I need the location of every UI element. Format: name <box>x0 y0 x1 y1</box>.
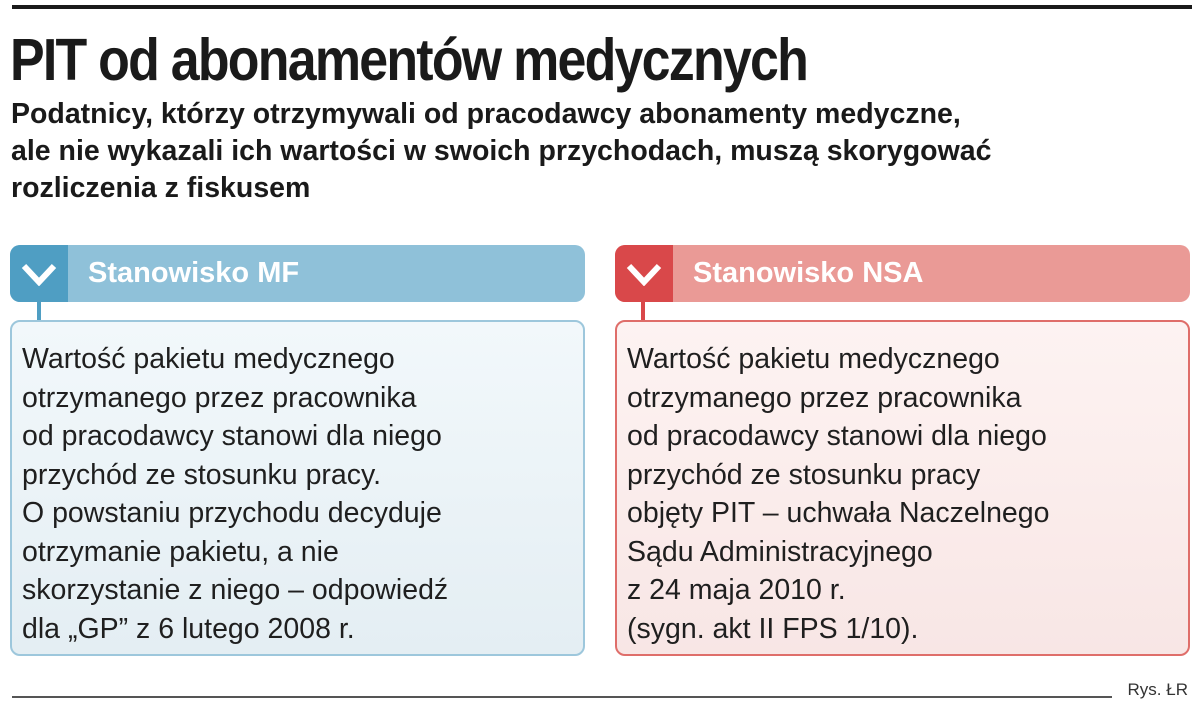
nsa-connector <box>641 302 645 322</box>
nsa-text-line: z 24 maja 2010 r. <box>627 574 846 606</box>
bottom-rule <box>12 696 1112 698</box>
mf-text-line: dla „GP” z 6 lutego 2008 r. <box>22 612 355 645</box>
nsa-text-line: objęty PIT – uchwała Naczelnego <box>627 497 1050 529</box>
nsa-panel-title: Stanowisko NSA <box>693 257 924 289</box>
mf-connector <box>37 302 41 322</box>
nsa-text-line: (sygn. akt II FPS 1/10). <box>627 612 919 645</box>
mf-text-line: skorzystanie z niego – odpowiedź <box>22 574 449 606</box>
subtitle-line: rozliczenia z fiskusem <box>11 172 311 204</box>
chevron-down-icon <box>615 245 673 302</box>
subtitle-line: Podatnicy, którzy otrzymywali od pracodawcy abonamenty medyczne, <box>11 98 961 130</box>
mf-panel-header <box>10 245 585 302</box>
mf-text-line: otrzymanego przez pracownika <box>22 381 417 414</box>
mf-panel-body <box>10 320 585 656</box>
nsa-text-line: od pracodawcy stanowi dla niego <box>627 420 1047 452</box>
nsa-text-line: przychód ze stosunku pracy <box>627 458 981 491</box>
subtitle <box>11 96 1181 207</box>
mf-text-line: O powstaniu przychodu decyduje <box>22 497 442 529</box>
nsa-panel-body <box>615 320 1190 656</box>
image-credit: Rys. ŁR <box>1127 680 1188 699</box>
subtitle-line: ale nie wykazali ich wartości w swoich przychodach, muszą skorygować <box>11 135 992 167</box>
nsa-text-line: Wartość pakietu medycznego <box>627 343 1000 375</box>
mf-text-line: od pracodawcy stanowi dla niego <box>22 420 442 452</box>
mf-text-line: otrzymanie pakietu, a nie <box>22 535 339 568</box>
chevron-down-icon <box>10 245 68 302</box>
mf-panel-title: Stanowisko MF <box>88 257 300 289</box>
mf-text-line: przychód ze stosunku pracy. <box>22 458 382 491</box>
nsa-text-line: otrzymanego przez pracownika <box>627 381 1022 414</box>
page-title: PIT od abonamentów medycznych <box>10 27 808 93</box>
nsa-text-line: Sądu Administracyjnego <box>627 535 933 568</box>
top-rule <box>12 5 1192 9</box>
nsa-panel-header <box>615 245 1190 302</box>
mf-text-line: Wartość pakietu medycznego <box>22 343 395 375</box>
